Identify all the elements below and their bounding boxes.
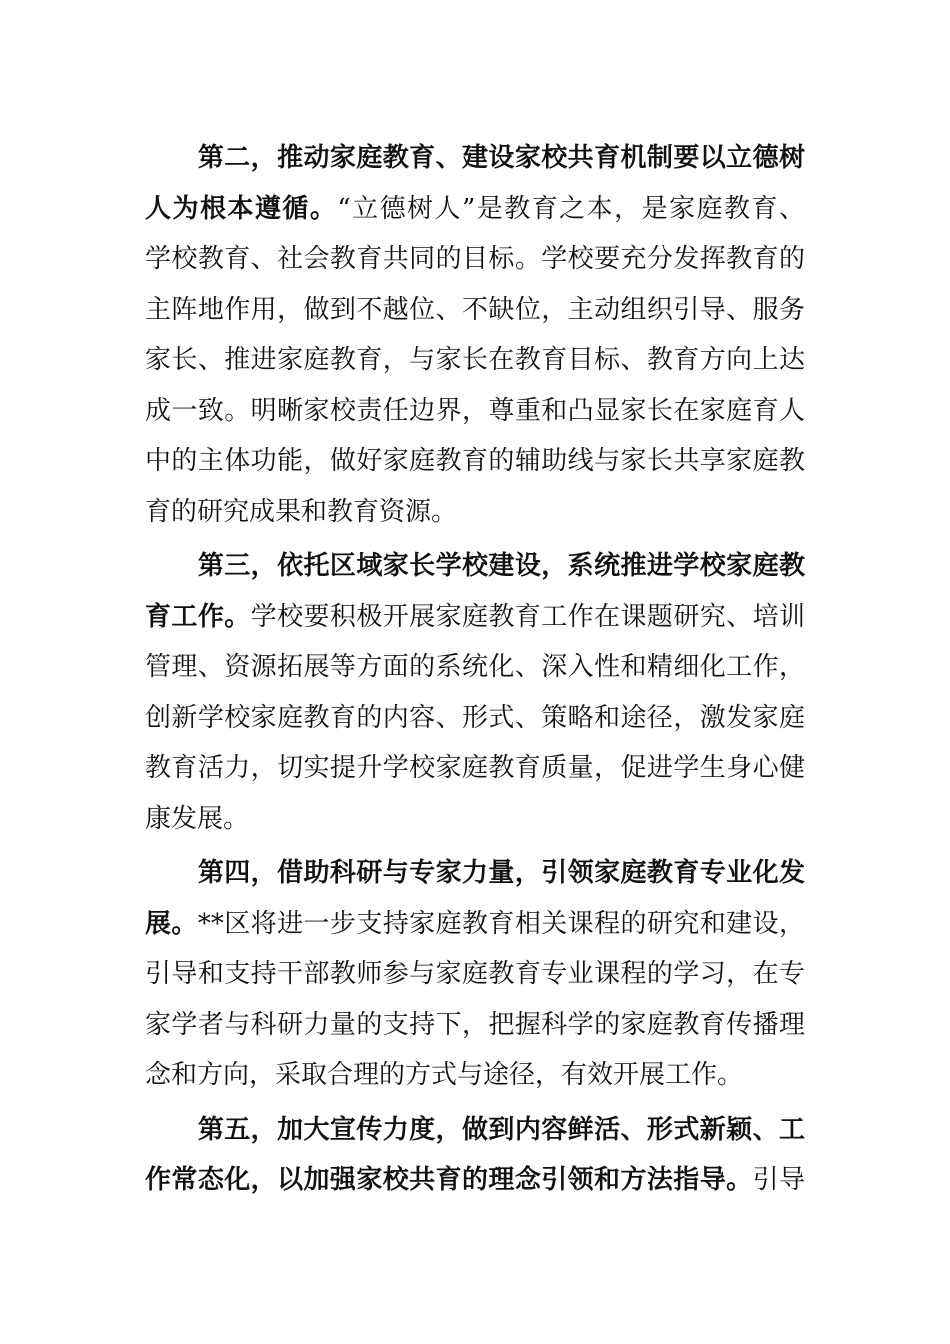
paragraph — [145, 133, 805, 537]
body-text — [145, 143, 198, 173]
text-line — [145, 848, 805, 899]
text-line — [145, 794, 805, 845]
text-line — [145, 386, 805, 437]
body-text: 家长、推进家庭教育，与家长在教育目标、教育方向上达 — [145, 345, 805, 375]
body-text: 中的主体功能，做好家庭教育的辅助线与家长共享家庭教 — [145, 446, 805, 476]
text-line — [145, 234, 805, 285]
body-text: 育的研究成果和教育资源。 — [145, 496, 458, 527]
text-line — [145, 1105, 805, 1156]
text-line — [145, 335, 805, 386]
body-text: 家学者与科研力量的支持下，把握科学的家庭教育传播理 — [145, 1009, 805, 1040]
text-line — [145, 436, 805, 487]
text-line — [145, 949, 805, 1000]
body-text — [145, 1115, 198, 1145]
body-text: 学校要积极开展家庭教育工作在课题研究、培训 — [250, 601, 805, 632]
body-text: 引导 — [752, 1165, 805, 1195]
bold-heading-text: 作常态化，以加强家校共育的理念引领和方法指导。 — [145, 1165, 753, 1195]
text-line — [145, 693, 805, 744]
body-text: “立德树人”是教育之本，是家庭教育、 — [337, 193, 805, 224]
body-text: 管理、资源拓展等方面的系统化、深入性和精细化工作， — [145, 652, 805, 682]
text-line — [145, 592, 805, 643]
text-line — [145, 487, 805, 538]
text-line — [145, 1000, 805, 1051]
body-text: 引导和支持干部教师参与家庭教育专业课程的学习，在专 — [145, 959, 805, 989]
body-text: 学校教育、社会教育共同的目标。学校要充分发挥教育的 — [145, 244, 805, 274]
body-text: 教育活力，切实提升学校家庭教育质量，促进学生身心健 — [145, 753, 805, 783]
bold-heading-text: 第五，加大宣传力度，做到内容鲜活、形式新颖、工 — [197, 1114, 805, 1145]
body-text — [145, 551, 198, 581]
text-line — [145, 541, 805, 592]
paragraph — [145, 1105, 805, 1206]
body-text: **区将进一步支持家庭教育相关课程的研究和建设， — [197, 908, 805, 939]
text-line — [145, 184, 805, 235]
bold-heading-text: 展。 — [145, 908, 198, 939]
bold-heading-text: 第二，推动家庭教育、建设家校共育机制要以立德树 — [197, 143, 805, 173]
bold-heading-text: 第三，依托区域家长学校建设，系统推进学校家庭教 — [197, 551, 805, 581]
body-text — [145, 858, 198, 888]
paragraph — [145, 541, 805, 844]
body-text: 主阵地作用，做到不越位、不缺位，主动组织引导、服务 — [145, 294, 805, 325]
document-body — [145, 133, 805, 1206]
text-line — [145, 133, 805, 184]
text-line — [145, 285, 805, 336]
bold-heading-text: 育工作。 — [145, 601, 251, 632]
text-line — [145, 1155, 805, 1206]
text-line — [145, 899, 805, 950]
text-line — [145, 743, 805, 794]
body-text: 康发展。 — [145, 803, 250, 834]
bold-heading-text: 人为根本遵循。 — [145, 193, 338, 224]
text-line — [145, 1050, 805, 1101]
body-text: 念和方向，采取合理的方式与途径，有效开展工作。 — [145, 1060, 744, 1090]
bold-heading-text: 第四，借助科研与专家力量，引领家庭教育专业化发 — [197, 858, 805, 888]
paragraph — [145, 848, 805, 1101]
body-text: 成一致。明晰家校责任边界，尊重和凸显家长在家庭育人 — [145, 395, 805, 426]
text-line — [145, 642, 805, 693]
body-text: 创新学校家庭教育的内容、形式、策略和途径，激发家庭 — [145, 702, 805, 733]
